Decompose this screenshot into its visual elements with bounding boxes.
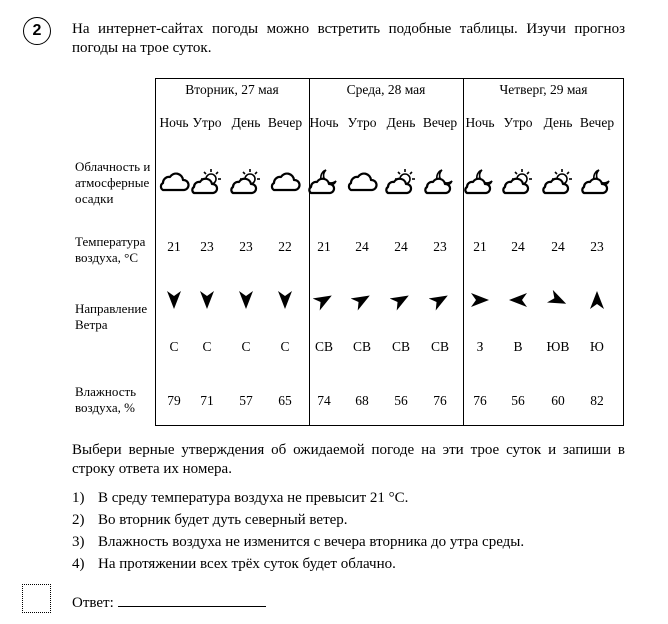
wind-direction: С bbox=[202, 339, 212, 354]
arrow-northeast-icon bbox=[351, 289, 373, 311]
temperature-value: 24 bbox=[511, 239, 525, 254]
humidity-value: 57 bbox=[239, 393, 253, 408]
option-text: Влажность воздуха не изменится с вечера вторника до утра среды. bbox=[98, 534, 525, 550]
task-number: 2 bbox=[23, 17, 51, 45]
task-intro: На интернет-сайтах погоды можно встретить подобные таблицы. Изучи прогноз погоды на трое суток. bbox=[72, 21, 625, 56]
cloudy-icon bbox=[346, 168, 378, 196]
arrow-down-icon bbox=[163, 289, 185, 311]
arrow-right-icon bbox=[469, 289, 491, 311]
period-label: Утро bbox=[503, 115, 533, 130]
option-text: В среду температура воздуха не превысит 21 °С. bbox=[98, 490, 409, 506]
temperature-value: 22 bbox=[278, 239, 292, 254]
answer-label: Ответ: bbox=[72, 595, 114, 611]
answer-row bbox=[72, 592, 266, 612]
humidity-value: 60 bbox=[551, 393, 565, 408]
humidity-value: 76 bbox=[473, 393, 487, 408]
partly-sunny-icon bbox=[385, 168, 417, 196]
period-label: Вечер bbox=[422, 115, 458, 130]
humidity-value: 76 bbox=[433, 393, 447, 408]
wind-direction: СВ bbox=[391, 339, 410, 354]
humidity-value: 71 bbox=[200, 393, 214, 408]
option-item bbox=[72, 553, 632, 575]
option-number: 3) bbox=[72, 534, 85, 550]
arrow-down-icon bbox=[274, 289, 296, 311]
period-label: Вечер bbox=[267, 115, 303, 130]
option-text: На протяжении всех трёх суток будет облачно. bbox=[98, 556, 396, 572]
period-label: Ночь bbox=[309, 115, 339, 130]
period-label: День bbox=[543, 115, 573, 130]
wind-direction: С bbox=[169, 339, 179, 354]
row-label-humidity: Влажность воздуха, % bbox=[75, 384, 137, 415]
option-number: 2) bbox=[72, 512, 85, 528]
wind-direction: СВ bbox=[352, 339, 371, 354]
option-number: 1) bbox=[72, 490, 85, 506]
humidity-value: 82 bbox=[590, 393, 604, 408]
period-label: Вечер bbox=[579, 115, 615, 130]
humidity-value: 65 bbox=[278, 393, 292, 408]
period-label: День bbox=[386, 115, 416, 130]
humidity-value: 56 bbox=[394, 393, 408, 408]
wind-direction: СВ bbox=[430, 339, 449, 354]
temperature-value: 21 bbox=[167, 239, 181, 254]
arrow-northeast-icon bbox=[429, 289, 451, 311]
answer-checkbox[interactable] bbox=[22, 584, 51, 613]
option-item bbox=[72, 509, 632, 531]
moon-cloud-icon bbox=[308, 168, 340, 196]
arrow-southeast-icon bbox=[547, 289, 569, 311]
arrow-left-icon bbox=[507, 289, 529, 311]
arrow-down-icon bbox=[196, 289, 218, 311]
humidity-value: 74 bbox=[317, 393, 331, 408]
moon-cloud-icon bbox=[424, 168, 456, 196]
weather-table bbox=[70, 78, 626, 426]
options-list bbox=[72, 487, 632, 575]
wind-direction: З bbox=[476, 339, 484, 354]
day-header: Среда, 28 мая bbox=[346, 82, 426, 97]
humidity-value: 56 bbox=[511, 393, 525, 408]
partly-sunny-icon bbox=[191, 168, 223, 196]
option-item bbox=[72, 531, 632, 553]
period-label: День bbox=[231, 115, 261, 130]
row-label-clouds: Облачность и атмосферные осадки bbox=[75, 159, 151, 206]
option-number: 4) bbox=[72, 556, 85, 572]
temperature-value: 23 bbox=[590, 239, 604, 254]
temperature-value: 23 bbox=[433, 239, 447, 254]
arrow-northeast-icon bbox=[390, 289, 412, 311]
wind-direction: С bbox=[241, 339, 251, 354]
partly-sunny-icon bbox=[502, 168, 534, 196]
wind-direction: С bbox=[280, 339, 290, 354]
row-label-temperature: Температура воздуха, °С bbox=[75, 234, 146, 265]
day-header: Вторник, 27 мая bbox=[185, 82, 279, 97]
arrow-down-icon bbox=[235, 289, 257, 311]
cloudy-icon bbox=[269, 168, 301, 196]
wind-direction: СВ bbox=[314, 339, 333, 354]
temperature-value: 21 bbox=[473, 239, 487, 254]
question-text: Выбери верные утверждения об ожидаемой погоде на эти трое суток и запиши в строку ответа их номера. bbox=[72, 442, 625, 477]
temperature-value: 24 bbox=[551, 239, 565, 254]
cloudy-icon bbox=[158, 168, 190, 196]
period-label: Утро bbox=[347, 115, 377, 130]
partly-sunny-icon bbox=[542, 168, 574, 196]
wind-direction: В bbox=[513, 339, 523, 354]
temperature-value: 24 bbox=[394, 239, 408, 254]
temperature-value: 24 bbox=[355, 239, 369, 254]
wind-direction: Ю bbox=[590, 339, 604, 354]
option-text: Во вторник будет дуть северный ветер. bbox=[98, 512, 348, 528]
moon-cloud-icon bbox=[581, 168, 613, 196]
row-label-wind: Направление Ветра bbox=[75, 301, 148, 332]
period-label: Утро bbox=[192, 115, 222, 130]
period-label: Ночь bbox=[465, 115, 495, 130]
humidity-value: 68 bbox=[355, 393, 369, 408]
wind-direction: ЮВ bbox=[546, 339, 570, 354]
arrow-up-icon bbox=[586, 289, 608, 311]
temperature-value: 23 bbox=[200, 239, 214, 254]
temperature-value: 23 bbox=[239, 239, 253, 254]
moon-cloud-icon bbox=[464, 168, 496, 196]
day-header: Четверг, 29 мая bbox=[499, 82, 588, 97]
humidity-value: 79 bbox=[167, 393, 181, 408]
option-item bbox=[72, 487, 632, 509]
temperature-value: 21 bbox=[317, 239, 331, 254]
partly-sunny-icon bbox=[230, 168, 262, 196]
answer-input[interactable] bbox=[118, 592, 266, 607]
period-label: Ночь bbox=[159, 115, 189, 130]
arrow-northeast-icon bbox=[313, 289, 335, 311]
